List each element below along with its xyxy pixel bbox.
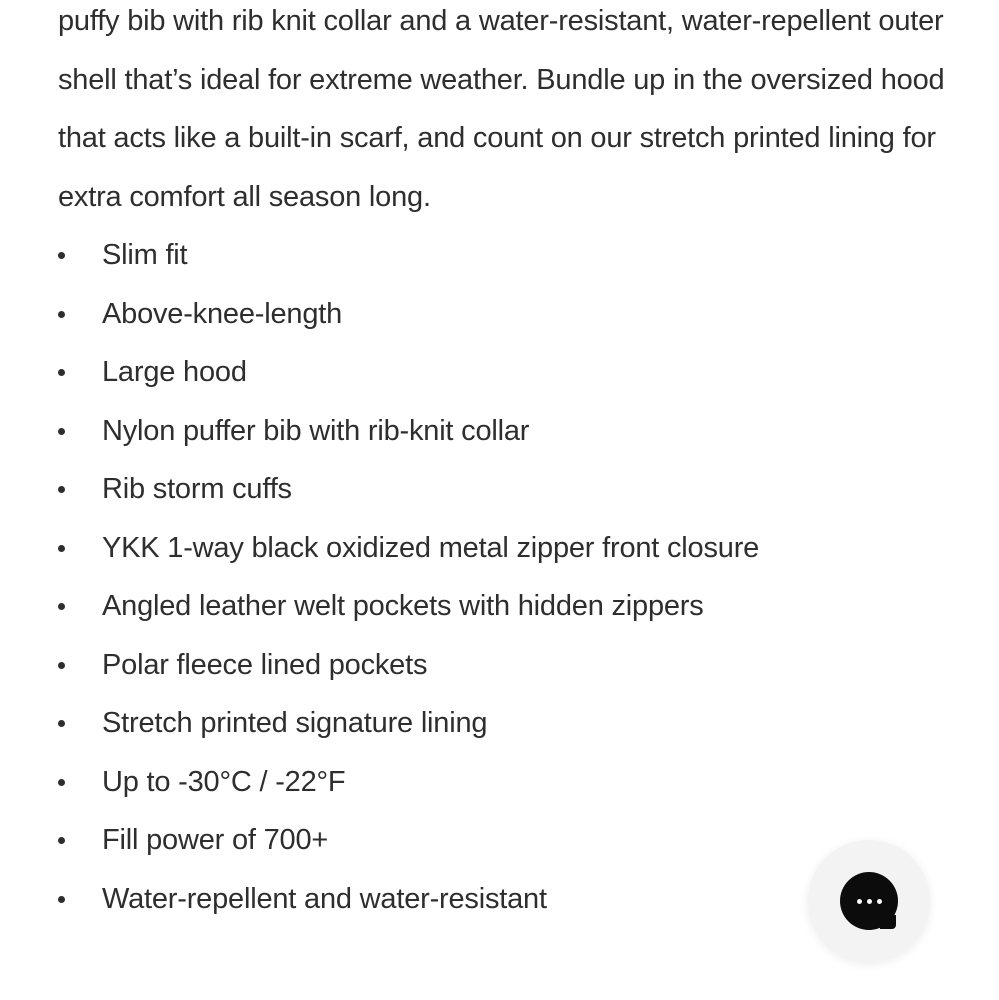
chat-bubble-ellipsis-icon: [840, 872, 898, 930]
bullet-icon: [58, 603, 65, 610]
dot: [857, 899, 862, 904]
feature-label: Up to -30°C / -22°F: [102, 765, 346, 798]
feature-label: Nylon puffer bib with rib-knit collar: [102, 414, 530, 447]
feature-list: [58, 226, 759, 928]
bullet-icon: [58, 369, 65, 376]
dot: [877, 899, 882, 904]
bullet-icon: [58, 428, 65, 435]
list-item: [58, 636, 759, 695]
ellipsis-dots: [857, 899, 882, 904]
bullet-icon: [58, 662, 65, 669]
feature-label: Slim fit: [102, 239, 188, 271]
bullet-icon: [58, 311, 65, 318]
list-item: [58, 460, 759, 519]
feature-label: Polar fleece lined pockets: [102, 648, 428, 681]
feature-label: Above-knee-length: [102, 297, 343, 330]
list-item: [58, 753, 759, 812]
product-description: puffy bib with rib knit collar and a water-resistant, water-repellent outer shell that’s ideal for extreme weather. Bundle up in the oversized hood that acts like a built-in scarf, and count on our stretch printed lining for extra comfort all season long.: [58, 5, 945, 213]
feature-label: Fill power of 700+: [102, 824, 329, 856]
chat-launcher-button[interactable]: [808, 840, 930, 962]
list-item: [58, 226, 759, 285]
bullet-icon: [58, 779, 65, 786]
list-item: [58, 343, 759, 402]
dot: [867, 899, 872, 904]
feature-label: YKK 1-way black oxidized metal zipper front closure: [102, 531, 760, 564]
list-item: [58, 285, 759, 344]
bullet-icon: [58, 252, 65, 259]
list-item: [58, 402, 759, 461]
list-item: [58, 519, 759, 578]
bullet-icon: [58, 545, 65, 552]
bullet-icon: [58, 896, 65, 903]
feature-label: Rib storm cuffs: [102, 473, 292, 505]
list-item: [58, 577, 759, 636]
feature-label: Large hood: [102, 356, 247, 388]
bullet-icon: [58, 837, 65, 844]
list-item: [58, 811, 759, 870]
list-item: [58, 870, 759, 929]
product-details: [58, 0, 958, 915]
bullet-icon: [58, 486, 65, 493]
feature-label: Stretch printed signature lining: [102, 707, 488, 739]
list-item: [58, 694, 759, 753]
feature-label: Angled leather welt pockets with hidden zippers: [102, 590, 704, 622]
bullet-icon: [58, 720, 65, 727]
feature-label: Water-repellent and water-resistant: [102, 882, 547, 915]
